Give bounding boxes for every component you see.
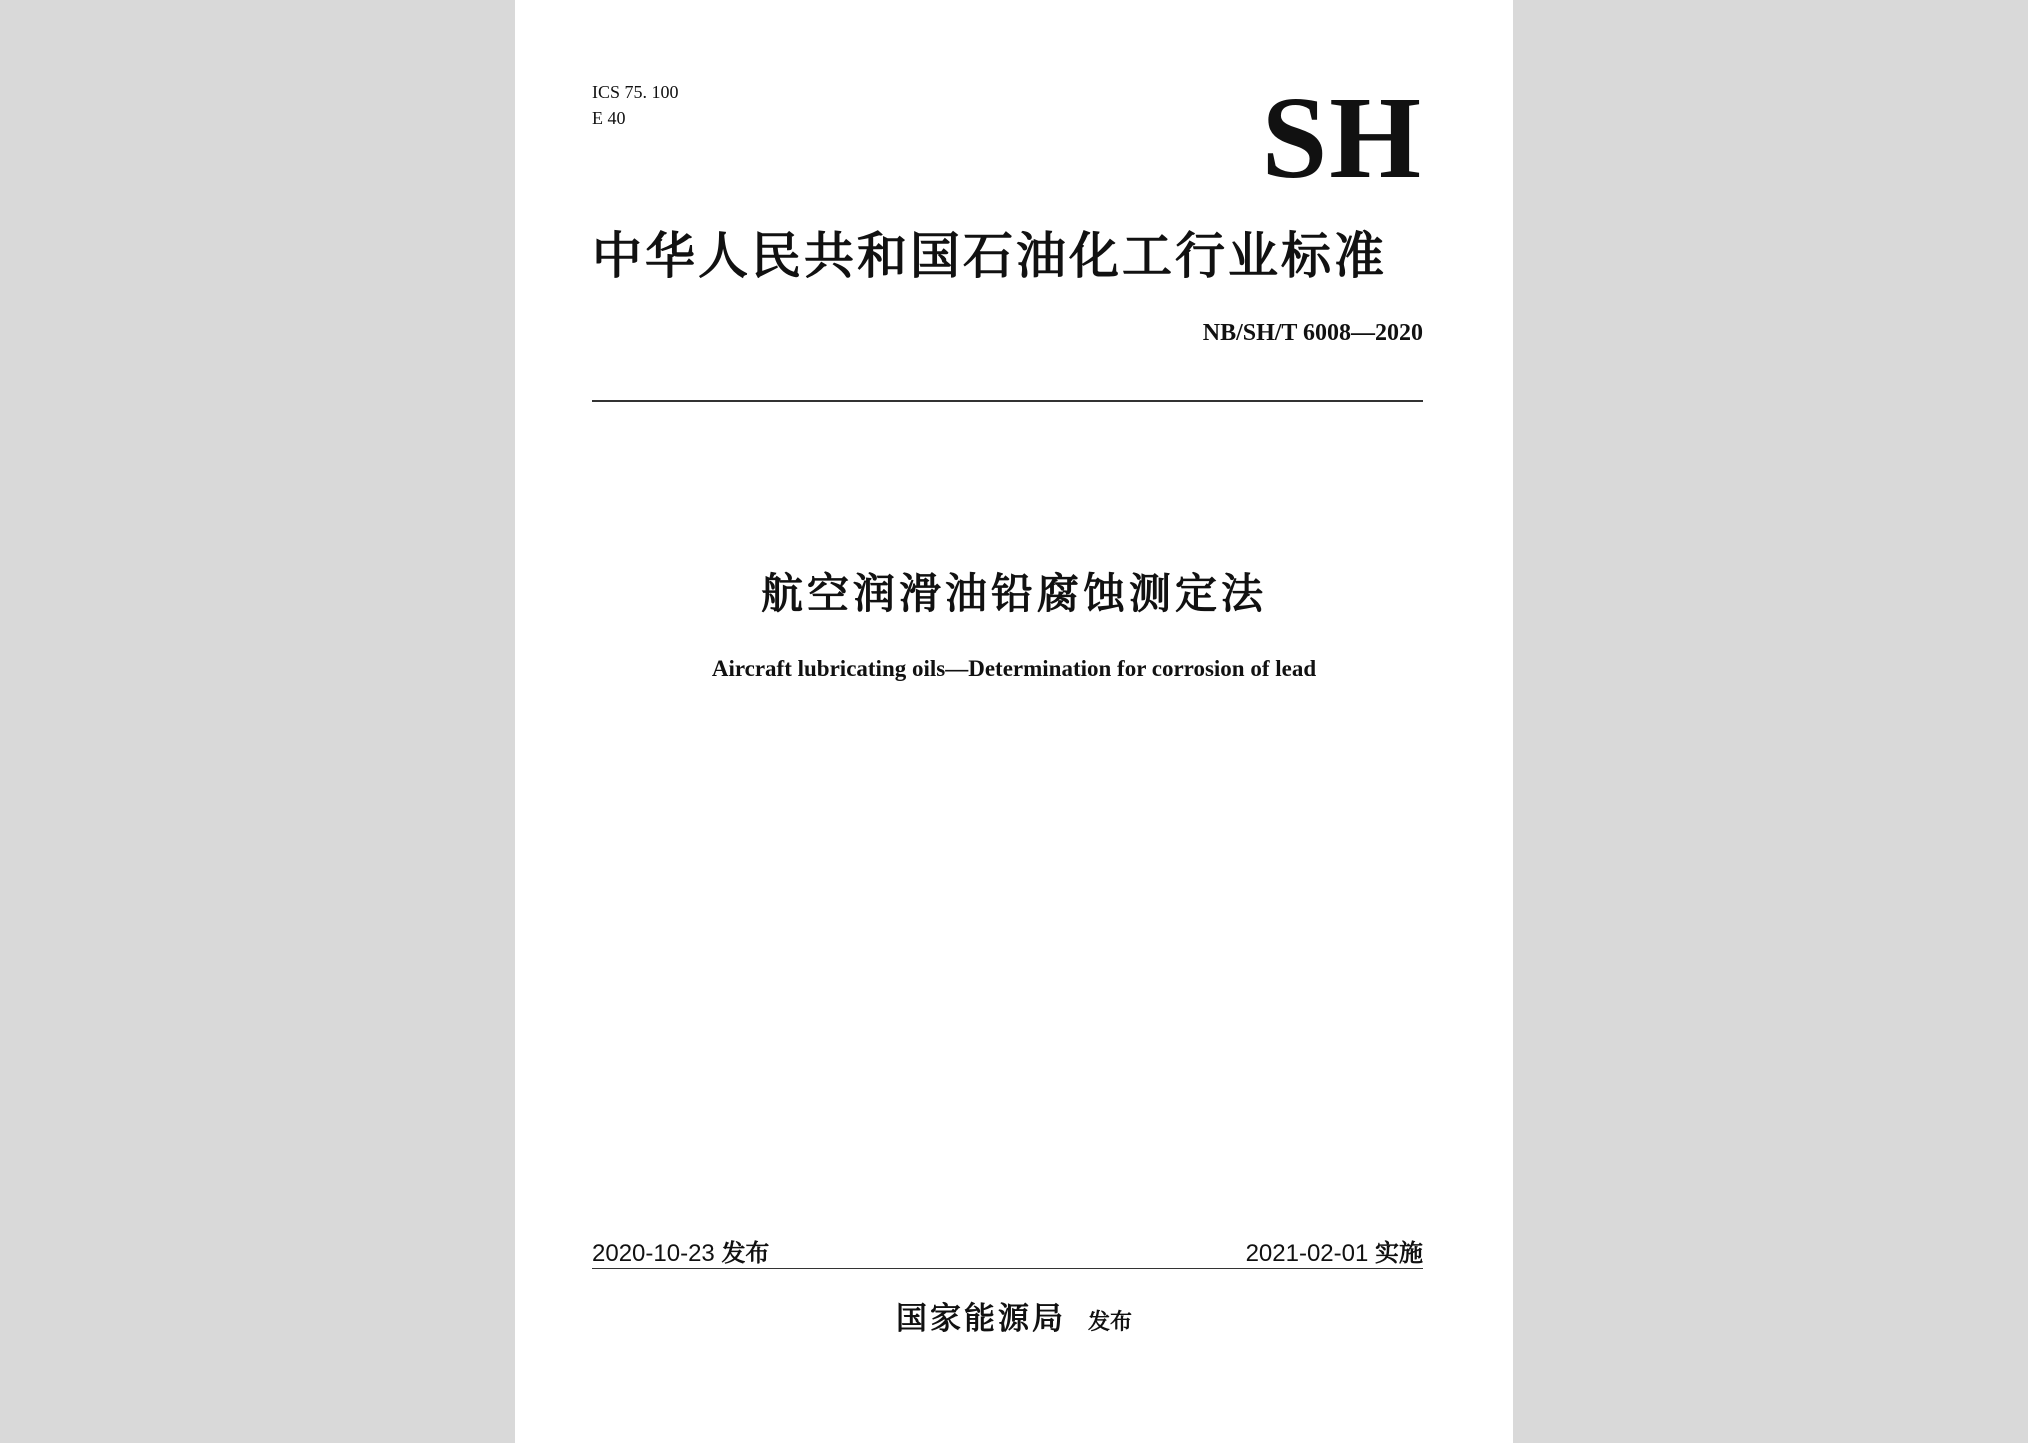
implement-date: 2021-02-01 xyxy=(1245,1240,1369,1267)
document-title-zh: 航空润滑油铅腐蚀测定法 xyxy=(760,569,1267,618)
issuer-name: 国家能源局 xyxy=(895,1301,1066,1337)
standard-category: 中华人民共和国石油化工行业标准 xyxy=(592,227,1387,285)
ics-code: ICS 75. 100 xyxy=(592,82,679,102)
implement-date-line xyxy=(1246,1238,1423,1269)
document-page xyxy=(515,0,1513,1443)
ccs-code: E 40 xyxy=(592,108,626,128)
document-title-en: Aircraft lubricating oils—Determination for corrosion of lead xyxy=(711,656,1317,681)
issuer-line xyxy=(515,1298,1513,1346)
top-divider xyxy=(592,400,1423,402)
standard-code: NB/SH/T 6008—2020 xyxy=(1202,320,1423,346)
sh-logo: SH xyxy=(1261,72,1423,203)
issue-label: 发布 xyxy=(721,1239,770,1267)
issue-date-line xyxy=(592,1238,769,1269)
implement-label: 实施 xyxy=(1375,1239,1423,1267)
bottom-divider xyxy=(592,1268,1423,1269)
issuer-suffix: 发布 xyxy=(1087,1310,1132,1335)
issue-date: 2020-10-23 xyxy=(592,1240,715,1267)
